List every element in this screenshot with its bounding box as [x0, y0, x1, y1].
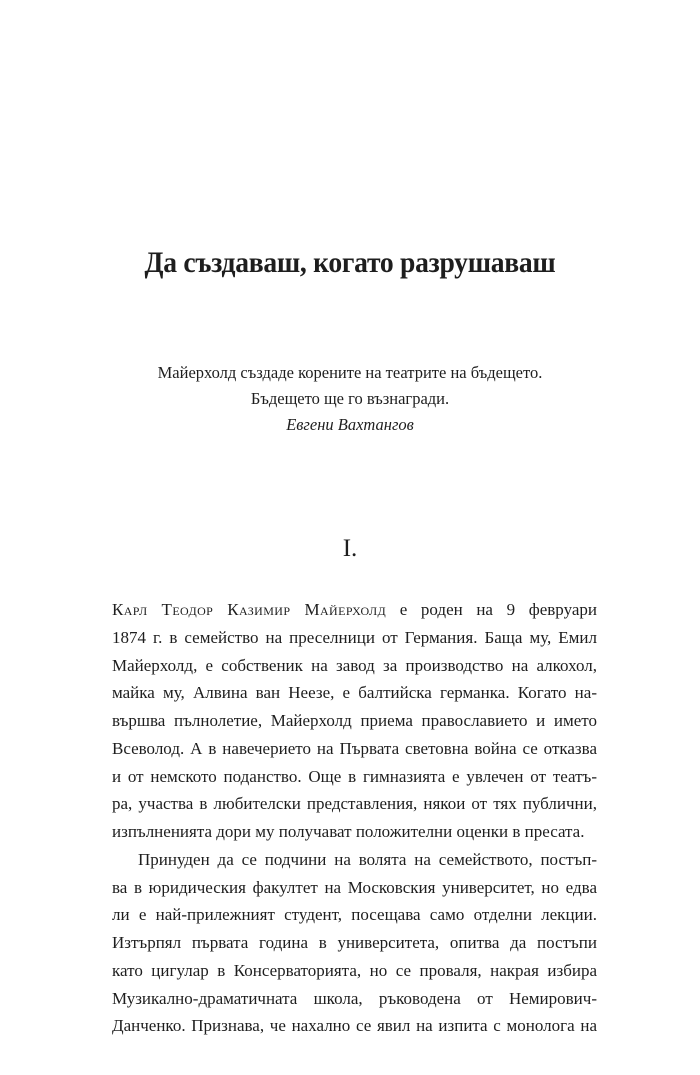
text-line: ли е най-прилежният студент, посещава само отделни лекции.	[112, 905, 597, 925]
text-fragment: е роден на 9 февруари	[386, 600, 597, 619]
epigraph-author: Евгени Вахтангов	[286, 415, 414, 434]
text-line	[112, 596, 597, 624]
epigraph	[0, 360, 700, 438]
paragraph	[112, 846, 597, 1040]
paragraph	[112, 596, 597, 846]
text-line: Принуден да се подчини на волята на семейството, постъп-	[138, 849, 597, 869]
epigraph-line: Бъдещето ще го възнагради.	[250, 389, 450, 408]
section-number: I.	[342, 535, 358, 562]
chapter-title: Да създаваш, когато разрушаваш	[144, 246, 556, 279]
text-line: изпълненията дори му получават положителни оценки в пресата.	[112, 822, 585, 841]
text-line: вършва пълнолетие, Майерхолд приема православието и името	[112, 711, 597, 730]
text-line: 1874 г. в семейство на преселници от Германия. Баща му, Емил	[112, 627, 597, 647]
text-line: Изтърпял първата година в университета, опитва да постъпи	[112, 933, 597, 952]
text-line: като цигулар в Консерваторията, но се проваля, накрая избира	[112, 960, 597, 980]
text-line: Майерхолд, е собственик на завод за производство на алкохол,	[112, 655, 597, 675]
text-line: Всеволод. А в навечерието на Първата световна война се отказва	[112, 738, 597, 758]
text-line: майка му, Алвина ван Неезе, е балтийска германка. Когато на-	[112, 683, 597, 703]
epigraph-line: Майерхолд създаде корените на театрите на бъдещето.	[157, 363, 543, 382]
text-line: Музикално-драматичната школа, ръководена от Немирович-	[112, 988, 597, 1008]
text-line: ва в юридическия факултет на Московския университет, но едва	[112, 877, 597, 897]
lead-name: Карл Теодор Казимир Майерхолд	[112, 600, 387, 619]
text-line: Данченко. Признава, че нахално се явил на изпита с монолога на	[112, 1016, 597, 1036]
text-line: и от немското поданство. Още в гимназията е увлечен от театъ-	[112, 766, 597, 786]
body-text	[112, 596, 597, 1040]
text-line: ра, участва в любителски представления, някои от тях публични,	[112, 794, 597, 814]
